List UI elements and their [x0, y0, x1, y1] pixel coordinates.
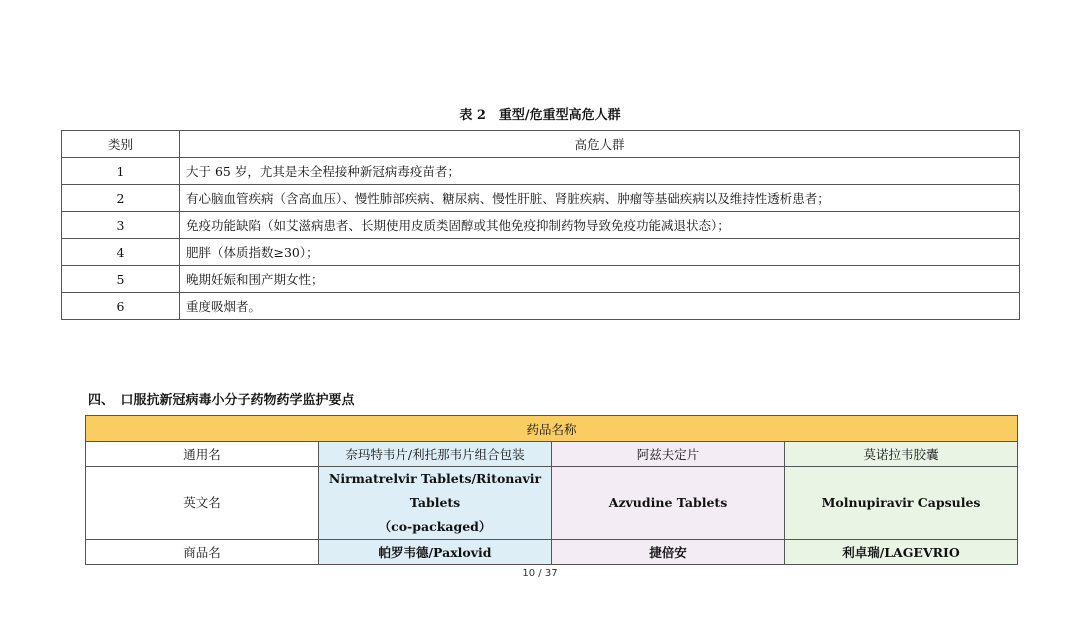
section-heading: 四、 口服抗新冠病毒小分子药物药学监护要点 — [88, 393, 355, 408]
table-caption: 表 2 重型/危重型高危人群 — [459, 108, 621, 123]
paxlovid-english-name-line1: Nirmatrelvir Tablets/Ritonavir Tablets — [328, 471, 542, 510]
category-cell: 2 — [62, 185, 180, 212]
category-cell: 1 — [62, 158, 180, 185]
paxlovid-generic-name: 奈玛特韦片/利托那韦片组合包装 — [319, 442, 552, 467]
generic-name-row — [86, 442, 1018, 467]
table-header-row — [62, 131, 1020, 158]
table-row — [62, 293, 1020, 320]
table-header-row — [86, 416, 1018, 442]
drug-name-header: 药品名称 — [86, 416, 1018, 442]
molnupiravir-english-name: Molnupiravir Capsules — [785, 467, 1018, 540]
row-label-english-name: 英文名 — [86, 467, 319, 540]
group-cell: 大于 65 岁，尤其是未全程接种新冠病毒疫苗者； — [180, 158, 1020, 185]
group-cell: 有心脑血管疾病（含高血压）、慢性肺部疾病、糖尿病、慢性肝脏、肾脏疾病、肿瘤等基础疾病以及维持性透析患者； — [180, 185, 1020, 212]
group-cell: 免疫功能缺陷（如艾滋病患者、长期使用皮质类固醇或其他免疫抑制药物导致免疫功能减退状态）； — [180, 212, 1020, 239]
table-row — [62, 239, 1020, 266]
category-cell: 4 — [62, 239, 180, 266]
group-cell: 晚期妊娠和围产期女性； — [180, 266, 1020, 293]
table-row — [62, 212, 1020, 239]
paxlovid-brand-name: 帕罗韦德/Paxlovid — [319, 540, 552, 565]
paxlovid-english-name — [319, 467, 552, 540]
table-row — [62, 158, 1020, 185]
molnupiravir-brand-name: 利卓瑞/LAGEVRIO — [785, 540, 1018, 565]
azvudine-generic-name: 阿兹夫定片 — [552, 442, 785, 467]
drug-names-table — [85, 415, 1018, 565]
group-cell: 肥胖（体质指数≥30）； — [180, 239, 1020, 266]
category-cell: 6 — [62, 293, 180, 320]
row-label-brand-name: 商品名 — [86, 540, 319, 565]
column-header-high-risk-group: 高危人群 — [180, 131, 1020, 158]
category-cell: 5 — [62, 266, 180, 293]
category-cell: 3 — [62, 212, 180, 239]
row-label-generic-name: 通用名 — [86, 442, 319, 467]
azvudine-english-name: Azvudine Tablets — [552, 467, 785, 540]
group-cell: 重度吸烟者。 — [180, 293, 1020, 320]
azvudine-brand-name: 捷倍安 — [552, 540, 785, 565]
paxlovid-english-name-line2: （co-packaged） — [378, 519, 492, 534]
brand-name-row — [86, 540, 1018, 565]
high-risk-groups-table — [61, 130, 1020, 320]
column-header-category: 类别 — [62, 131, 180, 158]
table-row — [62, 185, 1020, 212]
molnupiravir-generic-name: 莫诺拉韦胶囊 — [785, 442, 1018, 467]
table-row — [62, 266, 1020, 293]
page-number: 10 / 37 — [522, 568, 558, 579]
english-name-row — [86, 467, 1018, 540]
